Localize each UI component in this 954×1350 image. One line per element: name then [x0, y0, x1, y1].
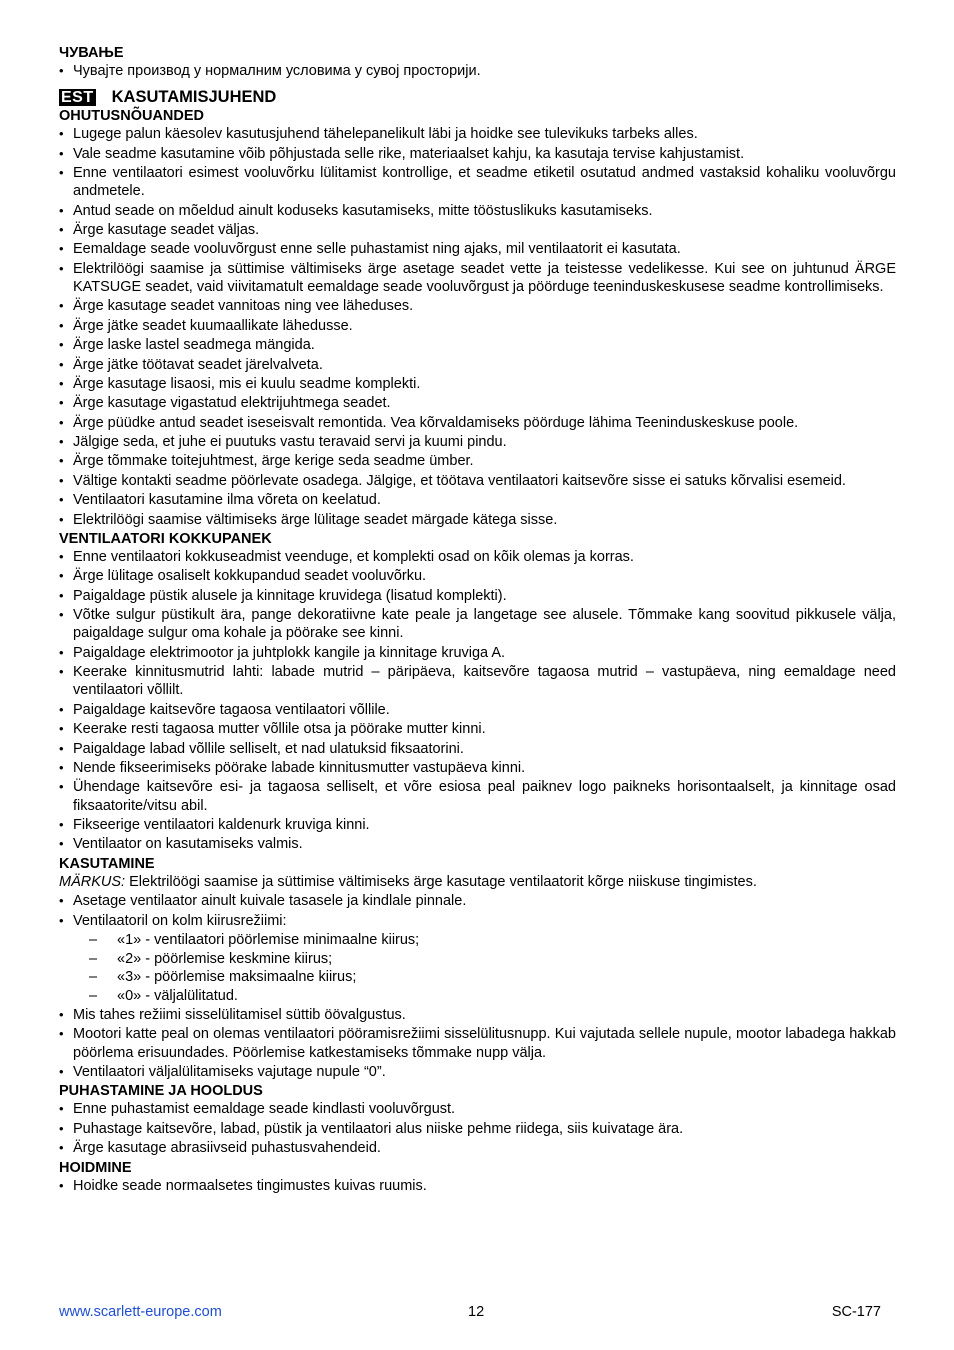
usage-list-b	[59, 1006, 896, 1081]
list-item: • Vale seadme kasutamine võib põhjustada selle rike, materiaalset kahju, ka kasutaja tervise kahjustamist.	[59, 145, 896, 163]
list-item: • Ventilaatoril on kolm kiirusrežiimi:	[59, 912, 896, 930]
website-link[interactable]: www.scarlett-europe.com	[59, 1304, 222, 1320]
note-text: Elektrilöögi saamise ja süttimise vältimiseks ärge kasutage ventilaatorit kõrge niiskuse tingimistes.	[125, 873, 757, 890]
safety-heading: OHUTUSNÕUANDED	[59, 108, 204, 125]
cleaning-heading: PUHASTAMINE JA HOOLDUS	[59, 1083, 263, 1100]
list-item: • Чувајте производ у нормалним условима у сувој просторији.	[59, 62, 896, 80]
list-item: • Elektrilöögi saamise ja süttimise vältimiseks ärge asetage seadet vette ja teistesse vedelikesse. Kui see on juhtunud ÄRGE KATSUGE seadet, vaid viivitamatult eemaldage seade vooluvõrgust ja pöörduge teeninduskeskusese seadme kontrollimiseks.	[59, 260, 896, 296]
list-item: • Enne ventilaatori kokkuseadmist veenduge, et komplekti osad on kõik olemas ja korras.	[59, 548, 896, 566]
list-item: • Ärge tõmmake toitejuhtmest, ärge kerige seda seadme ümber.	[59, 452, 896, 470]
list-item: • Ärge jätke töötavat seadet järelvalveta.	[59, 356, 896, 374]
speed-mode-item: – «1» - ventilaatori pöörlemise minimaalne kiirus;	[59, 931, 896, 949]
list-item: • Ärge kasutage vigastatud elektrijuhtmega seadet.	[59, 394, 896, 412]
list-item: • Ärge lülitage osaliselt kokkupandud seadet vooluvõrku.	[59, 567, 896, 585]
language-badge: EST	[61, 88, 94, 106]
list-item: • Ärge kasutage seadet vannitoas ning vee läheduses.	[59, 297, 896, 315]
list-item: • Mootori katte peal on olemas ventilaatori pööramisrežiimi sisselülitusnupp. Kui vajutada sellele nupule, mootor labadega hakkab pöörlema erisuundades. Pöörlemise katkestamiseks tõmmake nupp välja.	[59, 1025, 896, 1061]
manual-page	[59, 44, 896, 1196]
list-item: • Asetage ventilaator ainult kuivale tasasele ja kindlale pinnale.	[59, 892, 896, 910]
list-item: • Ärge jätke seadet kuumaallikate lähedusse.	[59, 317, 896, 335]
list-item: • Ärge laske lastel seadmega mängida.	[59, 336, 896, 354]
storage-list	[59, 1177, 896, 1195]
list-item: • Ühendage kaitsevõre esi- ja tagaosa selliselt, et võre esiosa peal paiknev logo paikneks horisontaalselt, ja kinnitage osad fiksaatorite/vitsu abil.	[59, 778, 896, 814]
model-number: SC-177	[831, 1304, 881, 1320]
assembly-heading: VENTILAATORI KOKKUPANEK	[59, 531, 272, 548]
list-item: • Puhastage kaitsevõre, labad, püstik ja ventilaatori alus niiske pehme riidega, siis kuivatage ära.	[59, 1120, 896, 1138]
list-item: • Ventilaator on kasutamiseks valmis.	[59, 835, 896, 853]
list-item: • Keerake resti tagaosa mutter võllile otsa ja pöörake mutter kinni.	[59, 720, 896, 738]
list-item: • Võtke sulgur püstikult ära, pange dekoratiivne kate peale ja langetage see alusele. Tõmmake kang soovitud pikkusele välja, paigaldage sulgur oma kohale ja pöörake see kinni.	[59, 606, 896, 642]
list-item: • Mis tahes režiimi sisselülitamisel süttib öövalgustus.	[59, 1006, 896, 1024]
usage-list-a	[59, 892, 896, 930]
storage-heading-serbian: ЧУВАЊЕ	[59, 45, 124, 61]
storage-list-serbian	[59, 62, 896, 80]
storage-heading: HOIDMINE	[59, 1159, 132, 1176]
list-item: • Enne ventilaatori esimest vooluvõrku lülitamist kontrollige, et seadme etiketil osutatud andmed vastaksid kohaliku vooluvõrgu andmetele.	[59, 164, 896, 200]
page-footer	[59, 1303, 881, 1323]
list-item: • Paigaldage püstik alusele ja kinnitage kruvidega (lisatud komplekti).	[59, 587, 896, 605]
list-item: • Antud seade on mõeldud ainult koduseks kasutamiseks, mitte tööstuslikuks kasutamiseks.	[59, 202, 896, 220]
list-item: • Elektrilöögi saamise vältimiseks ärge lülitage seadet märgade kätega sisse.	[59, 511, 896, 529]
list-item: • Ventilaatori väljalülitamiseks vajutage nupule “0”.	[59, 1063, 896, 1081]
speed-mode-item: – «2» - pöörlemise keskmine kiirus;	[59, 950, 896, 968]
document-title: KASUTAMISJUHEND	[111, 88, 277, 107]
list-item: • Enne puhastamist eemaldage seade kindlasti vooluvõrgust.	[59, 1100, 896, 1118]
page-number: 12	[468, 1304, 485, 1320]
usage-note	[59, 873, 896, 891]
cleaning-list	[59, 1100, 896, 1157]
speed-modes-list	[59, 931, 896, 1006]
list-item: • Ärge kasutage abrasiivseid puhastusvahendeid.	[59, 1139, 896, 1157]
list-item: • Nende fikseerimiseks pöörake labade kinnitusmutter vastupäeva kinni.	[59, 759, 896, 777]
list-item: • Fikseerige ventilaatori kaldenurk kruviga kinni.	[59, 816, 896, 834]
list-item: • Ventilaatori kasutamine ilma võreta on keelatud.	[59, 491, 896, 509]
note-label: MÄRKUS:	[59, 873, 126, 890]
assembly-list	[59, 548, 896, 854]
list-item: • Paigaldage labad võllile selliselt, et nad ulatuksid fiksaatorini.	[59, 740, 896, 758]
safety-list	[59, 125, 896, 529]
speed-mode-item: – «0» - väljalülitatud.	[59, 987, 896, 1005]
list-item: • Ärge kasutage seadet väljas.	[59, 221, 896, 239]
speed-mode-item: – «3» - pöörlemise maksimaalne kiirus;	[59, 968, 896, 986]
document-title-row	[59, 87, 896, 107]
list-item: • Ärge püüdke antud seadet iseseisvalt remontida. Vea kõrvaldamiseks pöörduge lähima Teeninduskeskuse poole.	[59, 414, 896, 432]
list-item: • Paigaldage kaitsevõre tagaosa ventilaatori võllile.	[59, 701, 896, 719]
list-item: • Jälgige seda, et juhe ei puutuks vastu teravaid servi ja kuumi pindu.	[59, 433, 896, 451]
list-item: • Paigaldage elektrimootor ja juhtplokk kangile ja kinnitage kruviga A.	[59, 644, 896, 662]
list-item: • Hoidke seade normaalsetes tingimustes kuivas ruumis.	[59, 1177, 896, 1195]
list-item: • Keerake kinnitusmutrid lahti: labade mutrid – päripäeva, kaitsevõre tagaosa mutrid – vastupäeva, ning eemaldage need ventilaatori võllilt.	[59, 663, 896, 699]
list-item: • Ärge kasutage lisaosi, mis ei kuulu seadme komplekti.	[59, 375, 896, 393]
list-item: • Eemaldage seade vooluvõrgust enne selle puhastamist ning ajaks, mil ventilaatorit ei kasutata.	[59, 240, 896, 258]
usage-heading: KASUTAMINE	[59, 855, 155, 872]
list-item: • Vältige kontakti seadme pöörlevate osadega. Jälgige, et töötava ventilaatori kaitsevõre sisse ei satuks kõrvalisi esemeid.	[59, 472, 896, 490]
list-item: • Lugege palun käesolev kasutusjuhend tähelepanelikult läbi ja hoidke see tulevikuks tarbeks alles.	[59, 125, 896, 143]
